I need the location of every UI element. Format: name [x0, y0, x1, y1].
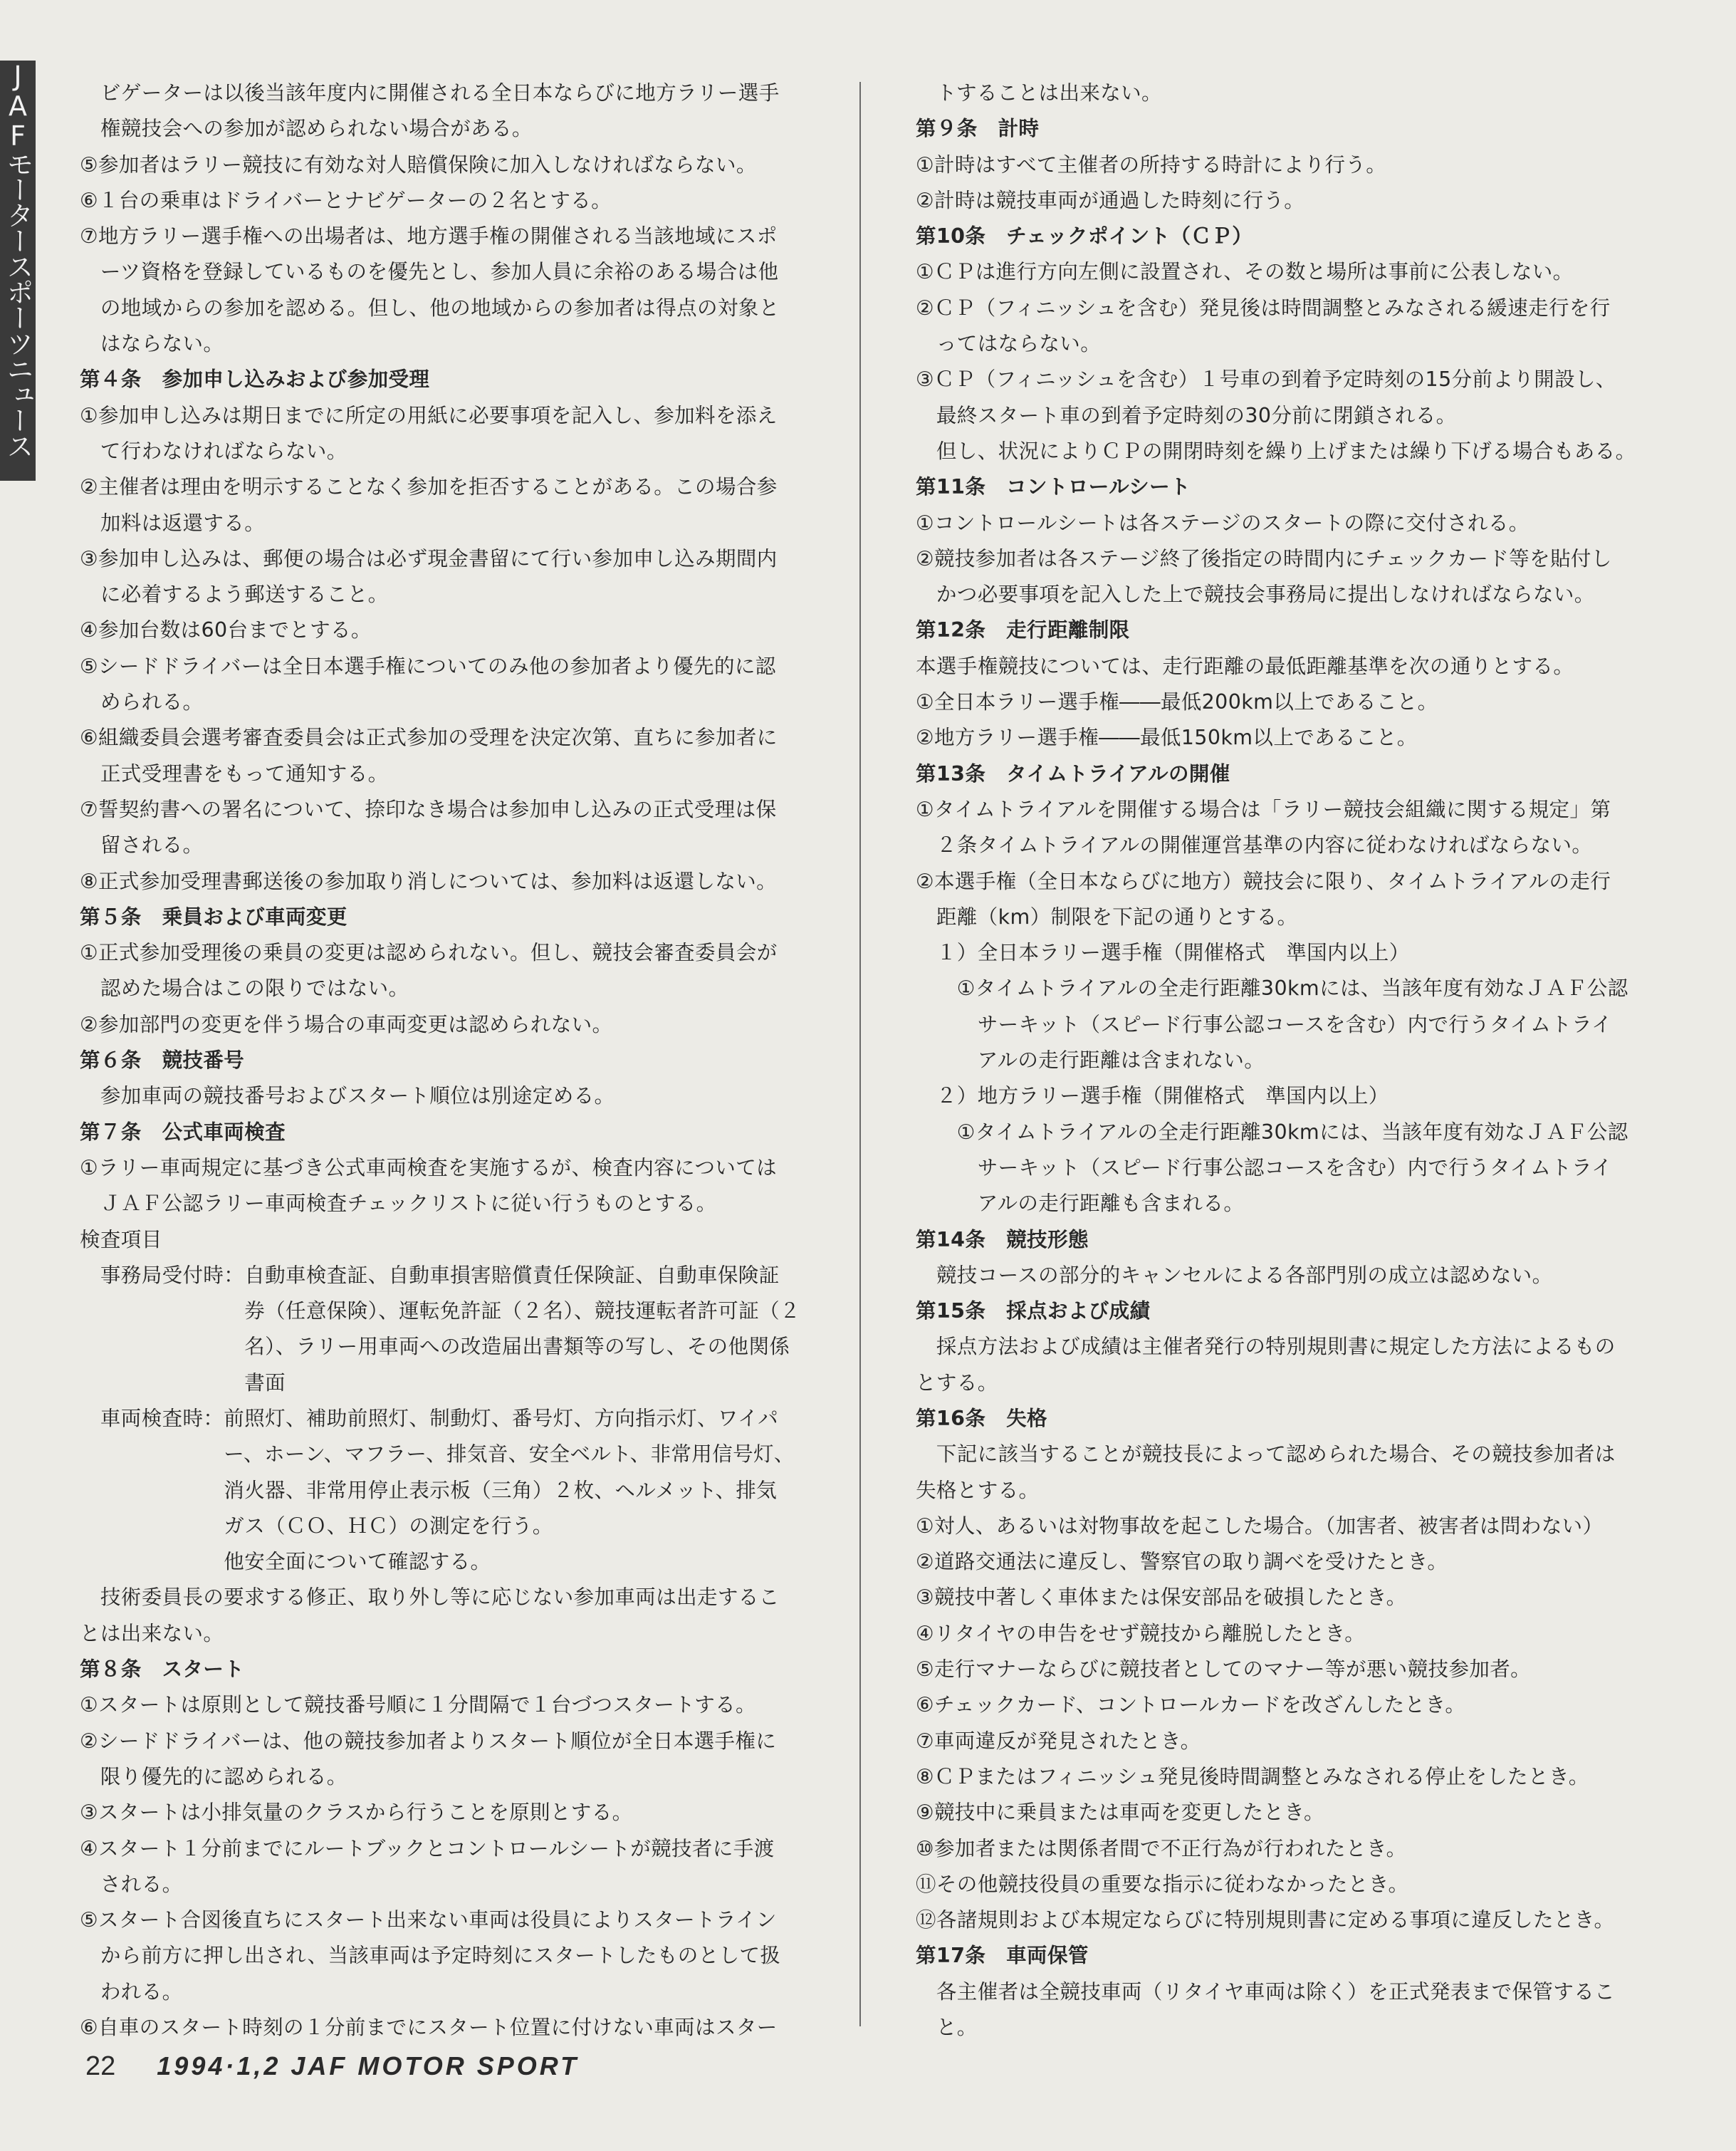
text-line: 下記に該当することが競技長によって認められた場合、その競技参加者は	[916, 1442, 1616, 1467]
text-line: ⑧正式参加受理書郵送後の参加取り消しについては、参加料は返還しない。	[80, 869, 778, 893]
text-line: ②道路交通法に違反し、警察官の取り調べを受けたとき。	[916, 1550, 1448, 1574]
text-line: 採点方法および成績は主催者発行の特別規則書に規定した方法によるもの	[916, 1335, 1616, 1359]
article-heading: 第13条 タイムトライアルの開催	[916, 761, 1230, 786]
text-line: かつ必要事項を記入した上で競技会事務局に提出しなければならない。	[916, 583, 1595, 607]
text-line: アルの走行距離も含まれる。	[916, 1192, 1245, 1216]
text-line: ⑫各諸規則および本規定ならびに特別規則書に定める事項に違反したとき。	[916, 1908, 1615, 1932]
text-line: 失格とする。	[916, 1478, 1040, 1502]
text-line: 但し、状況によりＣＰの開閉時刻を繰り上げまたは繰り下げる場合もある。	[916, 439, 1636, 463]
article-heading: 第４条 参加申し込みおよび参加受理	[80, 368, 430, 392]
text-line: ②計時は競技車両が通過した時刻に行う。	[916, 188, 1305, 212]
text-line: 事務局受付時：自動車検査証、自動車損害賠償責任保険証、自動車保険証	[80, 1263, 780, 1287]
text-line: て行わなければならない。	[80, 439, 347, 463]
article-heading: 第９条 計時	[916, 117, 1040, 141]
text-line: められる。	[80, 690, 204, 714]
text-line: 留される。	[80, 833, 204, 858]
magazine-issue-title: 1994·1,2 JAF MOTOR SPORT	[157, 2051, 580, 2080]
text-line: ①タイムトライアルの全走行距離30kmには、当該年度有効なＪＡＦ公認	[916, 976, 1628, 1001]
text-line: 本選手権競技については、走行距離の最低距離基準を次の通りとする。	[916, 654, 1574, 678]
text-line: 検査項目	[80, 1227, 162, 1251]
text-line: 認めた場合はこの限りではない。	[80, 976, 409, 1001]
text-line: 正式受理書をもって通知する。	[80, 761, 389, 786]
text-line: とする。	[916, 1370, 998, 1395]
text-line: ⑤スタート合図後直ちにスタート出来ない車両は役員によりスタートライン	[80, 1908, 777, 1932]
article-heading: 第７条 公式車両検査	[80, 1120, 286, 1144]
text-line: ⑤シードドライバーは全日本選手権についてのみ他の参加者より優先的に認	[80, 654, 776, 678]
text-line: ２）地方ラリー選手権（開催格式 準国内以上）	[916, 1084, 1389, 1108]
text-line: ⑤走行マナーならびに競技者としてのマナー等が悪い競技参加者。	[916, 1657, 1532, 1682]
text-line: 車両検査時：前照灯、補助前照灯、制動灯、番号灯、方向指示灯、ワイパ	[80, 1406, 779, 1430]
article-heading: 第14条 競技形態	[916, 1227, 1089, 1251]
article-heading: 第11条 コントロールシート	[916, 475, 1191, 499]
text-line: ②ＣＰ（フィニッシュを含む）発見後は時間調整とみなされる緩速走行を行	[916, 296, 1611, 320]
text-line: 加料は返還する。	[80, 511, 266, 535]
text-line: 他安全面について確認する。	[80, 1550, 491, 1574]
text-line: の地域からの参加を認める。但し、他の地域からの参加者は得点の対象と	[80, 296, 780, 320]
text-line: ②競技参加者は各ステージ終了後指定の時間内にチェックカード等を貼付し	[916, 546, 1612, 571]
text-line: ⑤参加者はラリー競技に有効な対人賠償保険に加入しなければならない。	[80, 152, 757, 177]
article-heading: 第８条 スタート	[80, 1657, 245, 1682]
text-line: ⑥自車のスタート時刻の１分前までにスタート位置に付けない車両はスター	[80, 2016, 778, 2040]
right-text-column	[916, 75, 1656, 2046]
text-line: ⑨競技中に乗員または車両を変更したとき。	[916, 1801, 1324, 1825]
left-text-column	[80, 75, 824, 2046]
text-line: ③スタートは小排気量のクラスから行うことを原則とする。	[80, 1801, 633, 1825]
text-line: ビゲーターは以後当該年度内に開催される全日本ならびに地方ラリー選手	[80, 81, 780, 105]
text-line: される。	[80, 1872, 183, 1896]
text-line: ②主催者は理由を明示することなく参加を拒否することがある。この場合参	[80, 475, 778, 499]
text-line: ってはならない。	[916, 332, 1102, 356]
text-line: ①タイムトライアルの全走行距離30kmには、当該年度有効なＪＡＦ公認	[916, 1120, 1628, 1144]
text-line: ⑥組織委員会選考審査委員会は正式参加の受理を決定次第、直ちに参加者に	[80, 726, 778, 750]
text-line: ②地方ラリー選手権――最低150km以上であること。	[916, 726, 1418, 750]
text-line: 最終スタート車の到着予定時刻の30分前に閉鎖される。	[916, 403, 1457, 427]
text-line: 権競技会への参加が認められない場合がある。	[80, 117, 533, 141]
text-line: ⑥チェックカード、コントロールカードを改ざんしたとき。	[916, 1693, 1466, 1717]
text-line: ①コントロールシートは各ステージのスタートの際に交付される。	[916, 511, 1530, 535]
section-side-tab	[0, 61, 36, 481]
text-line: ②参加部門の変更を伴う場合の車両変更は認められない。	[80, 1012, 613, 1036]
text-line: ⑥１台の乗車はドライバーとナビゲーターの２名とする。	[80, 188, 612, 212]
section-side-tab-label: JAFモータースポーツニュース	[2, 61, 33, 458]
text-line: ＪＡＦ公認ラリー車両検査チェックリストに従い行うものとする。	[80, 1192, 717, 1216]
text-line: 距離（km）制限を下記の通りとする。	[916, 905, 1298, 929]
text-line: と。	[916, 2016, 978, 2040]
text-line: アルの走行距離は含まれない。	[916, 1048, 1265, 1073]
text-line: ⑦車両違反が発見されたとき。	[916, 1729, 1201, 1753]
text-line: 参加車両の競技番号およびスタート順位は別途定める。	[80, 1084, 615, 1108]
text-line: ①正式参加受理後の乗員の変更は認められない。但し、競技会審査委員会が	[80, 941, 778, 965]
text-line: ①参加申し込みは期日までに所定の用紙に必要事項を記入し、参加料を添え	[80, 403, 778, 427]
text-line: に必着するよう郵送すること。	[80, 583, 389, 607]
text-line: 限り優先的に認められる。	[80, 1764, 347, 1788]
text-line: ①スタートは原則として競技番号順に１分間隔で１台づつスタートする。	[80, 1693, 756, 1717]
article-heading: 第16条 失格	[916, 1406, 1047, 1430]
text-line: 券（任意保険）、運転免許証（２名）、競技運転者許可証（２	[80, 1299, 800, 1323]
text-line: 技術委員長の要求する修正、取り外し等に応じない参加車両は出走するこ	[80, 1585, 780, 1610]
text-line: ③競技中著しく車体または保安部品を破損したとき。	[916, 1585, 1407, 1610]
text-line: 各主催者は全競技車両（リタイヤ車両は除く）を正式発表まで保管するこ	[916, 1979, 1616, 2004]
text-line: ーツ資格を登録しているものを優先とし、参加人員に余裕のある場合は他	[80, 260, 779, 284]
text-line: はならない。	[80, 332, 224, 356]
text-line: ①対人、あるいは対物事故を起こした場合。（加害者、被害者は問わない）	[916, 1514, 1604, 1538]
text-line: ④スタート１分前までにルートブックとコントロールシートが競技者に手渡	[80, 1836, 775, 1860]
text-line: ②本選手権（全日本ならびに地方）競技会に限り、タイムトライアルの走行	[916, 869, 1611, 893]
text-line: ④参加台数は60台までとする。	[80, 618, 372, 642]
text-line: ④リタイヤの申告をせず競技から離脱したとき。	[916, 1621, 1366, 1645]
article-heading: 第５条 乗員および車両変更	[80, 905, 347, 929]
text-line: ②シードドライバーは、他の競技参加者よりスタート順位が全日本選手権に	[80, 1729, 777, 1753]
text-line: ⑦地方ラリー選手権への出場者は、地方選手権の開催される当該地域にスポ	[80, 224, 778, 249]
text-line: ③ＣＰ（フィニッシュを含む）１号車の到着予定時刻の15分前より開設し、	[916, 368, 1616, 392]
text-line: 名）、ラリー用車両への改造届出書類等の写し、その他関係	[80, 1335, 790, 1359]
text-line: ①全日本ラリー選手権――最低200km以上であること。	[916, 690, 1438, 714]
text-line: サーキット（スピード行事公認コースを含む）内で行うタイムトライ	[916, 1012, 1613, 1036]
text-line: ガス（ＣＯ、ＨＣ）の測定を行う。	[80, 1514, 553, 1538]
text-line: ー、ホーン、マフラー、排気音、安全ベルト、非常用信号灯、	[80, 1442, 795, 1467]
text-line: ①タイムトライアルを開催する場合は「ラリー競技会組織に関する規定」第	[916, 797, 1611, 821]
text-line: とは出来ない。	[80, 1621, 224, 1645]
text-line: ⑧ＣＰまたはフィニッシュ発見後時間調整とみなされる停止をしたとき。	[916, 1764, 1589, 1788]
text-line: ２条タイムトライアルの開催運営基準の内容に従わなければならない。	[916, 833, 1593, 858]
text-line: われる。	[80, 1979, 183, 2004]
text-line: ①ラリー車両規定に基づき公式車両検査を実施するが、検査内容については	[80, 1155, 778, 1179]
page-number: 22	[85, 2051, 116, 2081]
page-footer	[85, 2051, 579, 2094]
text-line: ①ＣＰは進行方向左側に設置され、その数と場所は事前に公表しない。	[916, 260, 1574, 284]
text-line: ⑩参加者または関係者間で不正行為が行われたとき。	[916, 1836, 1407, 1860]
article-heading: 第15条 採点および成績	[916, 1299, 1151, 1323]
text-line: 書面	[80, 1370, 286, 1395]
text-line: ⑦誓契約書への署名について、捺印なき場合は参加申し込みの正式受理は保	[80, 797, 777, 821]
text-line: ③参加申し込みは、郵便の場合は必ず現金書留にて行い参加申し込み期間内	[80, 546, 778, 571]
text-line: ①計時はすべて主催者の所持する時計により行う。	[916, 152, 1387, 177]
text-line: ⑪その他競技役員の重要な指示に従わなかったとき。	[916, 1872, 1409, 1896]
article-heading: 第17条 車両保管	[916, 1944, 1089, 1968]
article-heading: 第10条 チェックポイント（ＣＰ）	[916, 224, 1253, 249]
column-divider	[859, 82, 861, 2026]
text-line: サーキット（スピード行事公認コースを含む）内で行うタイムトライ	[916, 1155, 1613, 1179]
article-heading: 第12条 走行距離制限	[916, 618, 1130, 642]
text-line: １）全日本ラリー選手権（開催格式 準国内以上）	[916, 941, 1410, 965]
text-line: 競技コースの部分的キャンセルによる各部門別の成立は認めない。	[916, 1263, 1553, 1287]
text-line: 消火器、非常用停止表示板（三角）２枚、ヘルメット、排気	[80, 1478, 778, 1502]
text-line: トすることは出来ない。	[916, 81, 1162, 105]
article-heading: 第６条 競技番号	[80, 1048, 245, 1073]
text-line: から前方に押し出され、当該車両は予定時刻にスタートしたものとして扱	[80, 1944, 781, 1968]
